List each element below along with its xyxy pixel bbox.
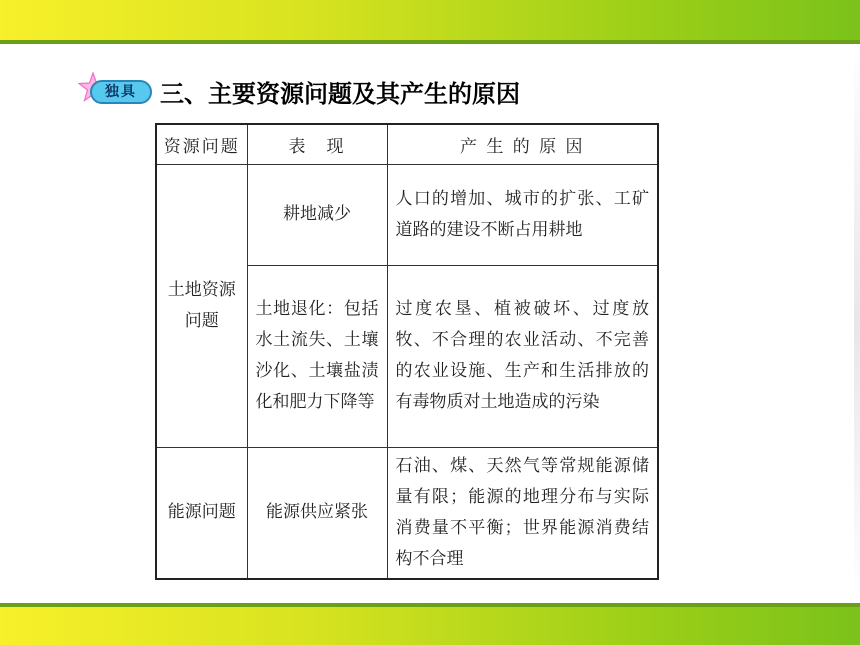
manifestation-cell <box>247 447 387 579</box>
category-cell <box>156 447 247 579</box>
manifestation-text: 土地退化：包括水土流失、土壤沙化、土壤盐渍化和肥力下降等 <box>255 299 379 412</box>
table-row <box>156 447 658 579</box>
cause-cell <box>387 447 658 579</box>
table-row <box>156 164 658 265</box>
cause-cell <box>387 164 658 265</box>
manifestation-cell <box>247 164 387 265</box>
header-cause: 产 生 的 原 因 <box>387 124 658 164</box>
manifestation-cell <box>247 265 387 447</box>
category-land: 土地资源问题 <box>167 279 236 331</box>
manifestation-text: 耕地减少 <box>283 204 351 224</box>
category-energy: 能源问题 <box>167 502 236 523</box>
top-decorative-band <box>0 0 860 40</box>
cause-text: 过度农垦、植被破坏、过度放牧、不合理的农业活动、不完善的农业设施、生产和生活排放的有毒物质对土地造成的污染 <box>395 299 649 412</box>
cause-text: 石油、煤、天然气等常规能源储量有限；能源的地理分布与实际消费量不平衡；世界能源消费结构不合理 <box>395 455 649 569</box>
category-cell <box>156 164 247 447</box>
header-resource-problem: 资源问题 <box>156 124 247 164</box>
section-heading <box>78 72 638 108</box>
section-title: 三、主要资源问题及其产生的原因 <box>160 79 520 108</box>
right-edge-shadow <box>854 44 860 603</box>
cause-text: 人口的增加、城市的扩张、工矿道路的建设不断占用耕地 <box>395 188 649 240</box>
manifestation-text: 能源供应紧张 <box>266 502 368 523</box>
resource-problems-table <box>155 123 659 580</box>
top-band-divider <box>0 40 860 44</box>
bottom-decorative-band <box>0 607 860 645</box>
cause-cell <box>387 265 658 447</box>
table-header-row <box>156 124 658 164</box>
badge-label: 独具 <box>90 80 152 104</box>
header-manifestation: 表 现 <box>247 124 387 164</box>
